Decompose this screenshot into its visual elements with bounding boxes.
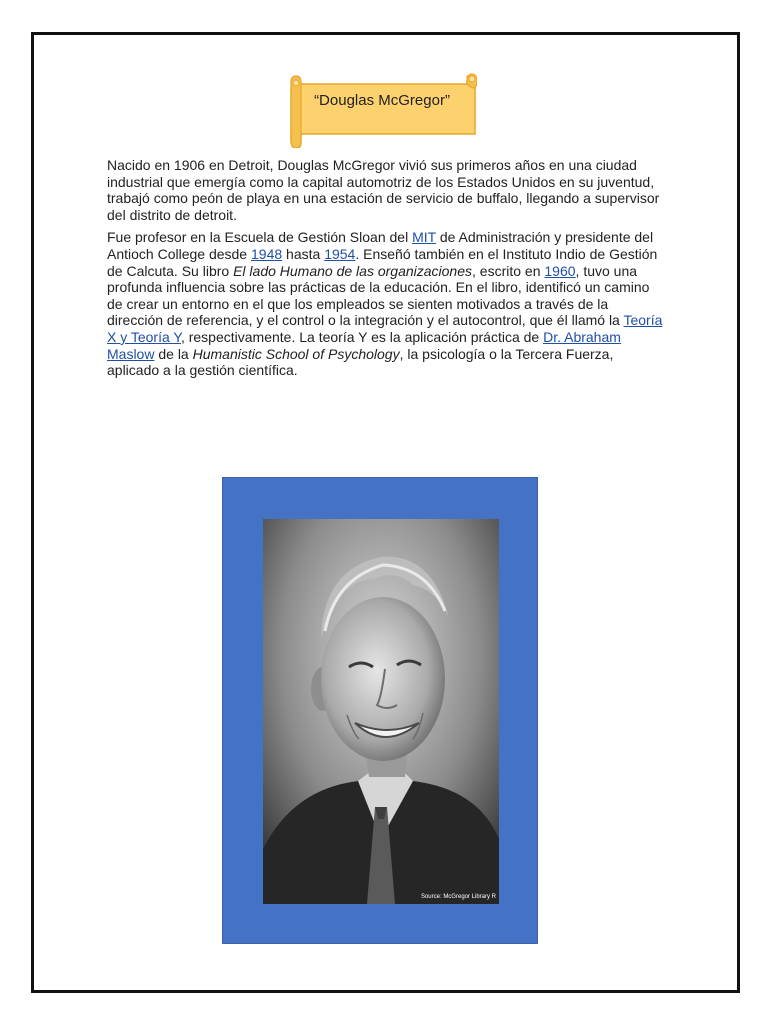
link-1948[interactable]: 1948: [251, 245, 283, 262]
text-run: , respectivamente. La teoría Y es la aplicación práctica de: [180, 328, 544, 345]
paragraph-birth: Nacido en 1906 en Detroit, Douglas McGregor vivió sus primeros años en una ciudad industrial que emergía como la capital automotriz de los Estados Unidos en su juventud, trabajó como peón de playa en una estación de servicio de buffalo, llegando a supervisor del distrito de detroit.: [107, 157, 660, 223]
document-title: “Douglas McGregor”: [314, 92, 450, 109]
text-run: hasta: [282, 245, 325, 262]
text-run: de la: [154, 345, 193, 362]
link-theory-x-y[interactable]: Teoría X y Teoría Y: [107, 312, 663, 345]
portrait-frame: [222, 477, 538, 944]
portrait-photo: [263, 519, 499, 904]
paragraph-career: [107, 229, 663, 378]
photo-source-caption: Source: McGregor Library R: [420, 894, 496, 900]
link-maslow[interactable]: Dr. Abraham Maslow: [107, 328, 621, 362]
book-title: El lado Humano de las organizaciones: [233, 262, 473, 279]
text-run: de Administración y presidente del Antioch College desde: [107, 229, 654, 262]
text-run: . Enseñó también en el Instituto Indio de Gestión de Calcuta. Su libro: [107, 245, 658, 279]
link-1954[interactable]: 1954: [324, 245, 356, 262]
text-run: , escrito en: [472, 262, 545, 279]
text-run: , la psicología o la Tercera Fuerza, aplicado a la gestión científica.: [107, 345, 614, 379]
body-text: [107, 157, 663, 385]
title-scroll-banner: [283, 70, 477, 148]
link-mit[interactable]: MIT: [412, 229, 436, 246]
link-1960[interactable]: 1960: [544, 262, 576, 279]
scroll-shape: [283, 70, 477, 148]
text-run: , tuvo una profunda influencia sobre las prácticas de la educación. En el libro, identificó un camino de crear un entorno en el que los empleados se sienten motivados a través de la dirección de referencia, y el control o la integración y el autocontrol, que él llamó la: [107, 262, 650, 329]
text-run: Fue profesor en la Escuela de Gestión Sloan del: [107, 229, 413, 246]
school-name: Humanistic School of Psychology: [192, 345, 400, 362]
portrait-illustration: [263, 519, 499, 904]
